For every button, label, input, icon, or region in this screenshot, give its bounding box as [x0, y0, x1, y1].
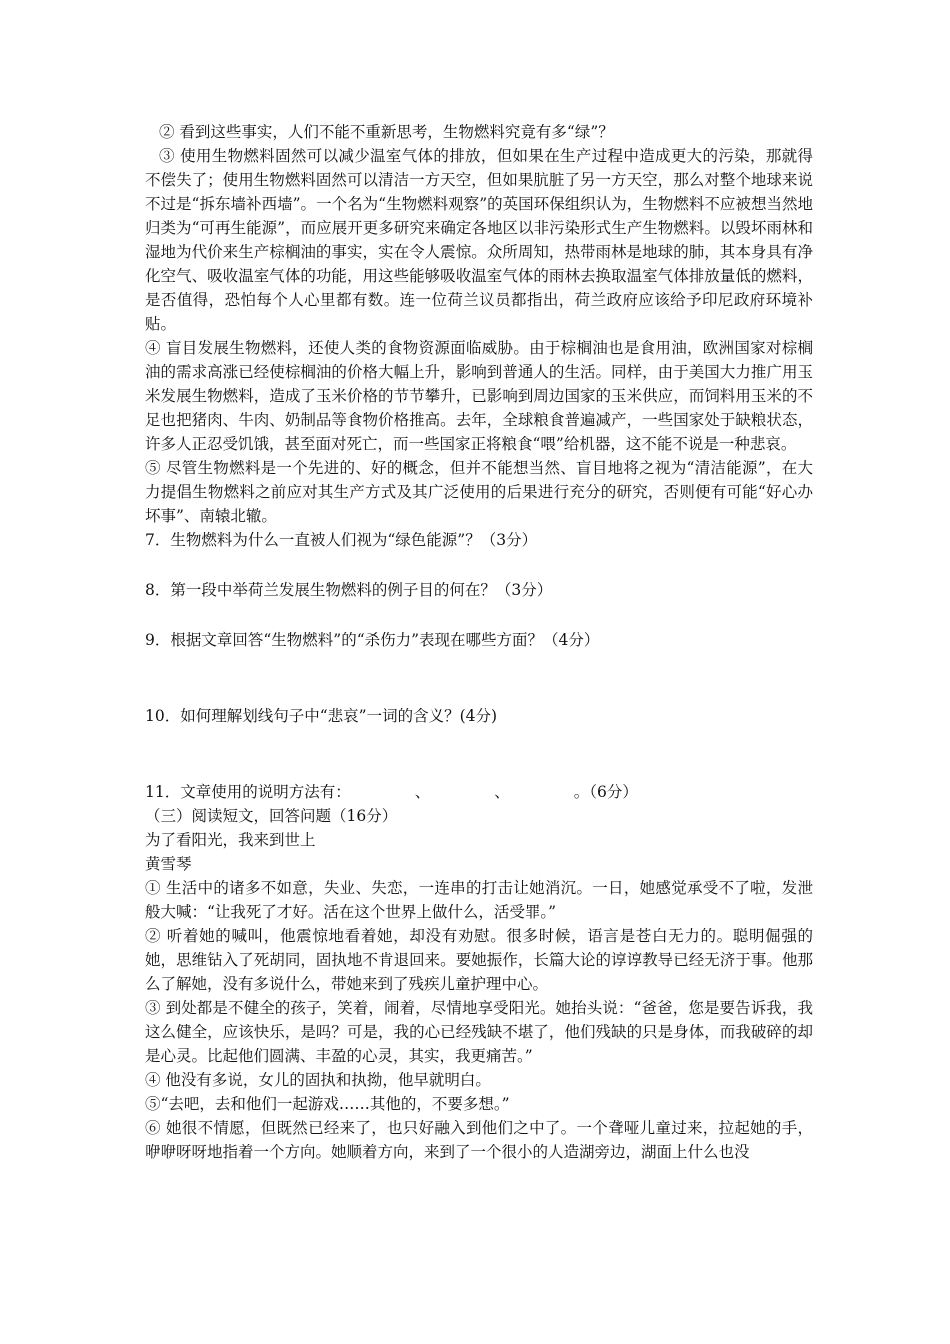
story-author: 黄雪琴	[145, 855, 192, 873]
question-8: 8．第一段中举荷兰发展生物燃料的例子目的何在？（3分）	[145, 581, 553, 599]
section-3-heading: （三）阅读短文，回答问题（16分）	[145, 807, 398, 825]
question-9: 9．根据文章回答“生物燃料”的“杀伤力”表现在哪些方面？（4分）	[145, 631, 600, 649]
passage-paragraph-2: ② 看到这些事实，人们不能不重新思考，生物燃料究竟有多“绿”？	[159, 123, 614, 141]
story-paragraph-1: ① 生活中的诸多不如意，失业、失恋，一连串的打击让她消沉。一日，她感觉承受不了啦，发泄般大喊：“让我死了才好。活在这个世界上做什么，活受罪。”	[145, 879, 813, 921]
question-11	[145, 780, 813, 804]
story-paragraph-2: ② 听着她的喊叫，他震惊地看着她，却没有劝慰。很多时候，语言是苍白无力的。聪明倔强的她，思维钻入了死胡同，固执地不肯退回来。要她振作，长篇大论的谆谆教导已经无济于事。他那么了解她，没有多说什么，带她来到了残疾儿童护理中心。	[145, 927, 813, 993]
story-paragraph-4: ④ 他没有多说，女儿的固执和执拗，他早就明白。	[145, 1071, 491, 1089]
story-paragraph-6: ⑥ 她很不情愿，但既然已经来了，也只好融入到他们之中了。一个聋哑儿童过来，拉起她的手，咿咿呀呀地指着一个方向。她顺着方向，来到了一个很小的人造湖旁边，湖面上什么也没	[145, 1119, 813, 1161]
question-11-separator-1: 、	[414, 783, 431, 801]
story-title: 为了看阳光，我来到世上	[145, 831, 316, 849]
story-paragraph-5: ⑤“去吧，去和他们一起游戏……其他的，不要多想。”	[145, 1095, 510, 1113]
passage-paragraph-5: ⑤ 尽管生物燃料是一个先进的、好的概念，但并不能想当然、盲目地将之视为“清洁能源”，在大力提倡生物燃料之前应对其生产方式及其广泛使用的后果进行充分的研究，否则便有可能“好心办坏事”、南辕北辙。	[145, 459, 813, 525]
question-11-prefix: 11．文章使用的说明方法有：	[145, 783, 351, 801]
question-10: 10．如何理解划线句子中“悲哀”一词的含义？(4分)	[145, 707, 498, 725]
document-page	[145, 120, 813, 1164]
story-paragraph-3: ③ 到处都是不健全的孩子，笑着，闹着，尽情地享受阳光。她抬头说：“爸爸，您是要告诉我，我这么健全，应该快乐，是吗？可是，我的心已经残缺不堪了，他们残缺的只是身体，而我破碎的却是心灵。比起他们圆满、丰盈的心灵，其实，我更痛苦。”	[145, 999, 813, 1065]
question-11-separator-2: 、	[494, 783, 510, 801]
question-7: 7．生物燃料为什么一直被人们视为“绿色能源”？（3分）	[145, 531, 538, 549]
question-11-suffix: 。（6分）	[573, 783, 638, 801]
passage-paragraph-4: ④ 盲目发展生物燃料，还使人类的食物资源面临威胁。由于棕榈油也是食用油，欧洲国家对棕榈油的需求高涨已经使棕榈油的价格大幅上升，影响到普通人的生活。同样，由于美国大力推广用玉米发展生物燃料，造成了玉米价格的节节攀升，已影响到周边国家的玉米供应，而饲料用玉米的不足也把猪肉、牛肉、奶制品等食物价格推高。去年，全球粮食普遍减产，一些国家处于缺粮状态，许多人正忍受饥饿，甚至面对死亡，而一些国家正将粮食“喂”给机器，这不能不说是一种悲哀。	[145, 339, 813, 453]
passage-paragraph-3: ③ 使用生物燃料固然可以减少温室气体的排放，但如果在生产过程中造成更大的污染，那就得不偿失了；使用生物燃料固然可以清洁一方天空，但如果肮脏了另一方天空，那么对整个地球来说不过是“拆东墙补西墙”。一个名为“生物燃料观察”的英国环保组织认为，生物燃料不应被想当然地归类为“可再生能源”，而应展开更多研究来确定各地区以非污染形式生产生物燃料。以毁坏雨林和湿地为代价来生产棕榈油的事实，实在令人震惊。众所周知，热带雨林是地球的肺，其本身具有净化空气、吸收温室气体的功能，用这些能够吸收温室气体的雨林去换取温室气体排放量低的燃料，是否值得，恐怕每个人心里都有数。连一位荷兰议员都指出，荷兰政府应该给予印尼政府环境补贴。	[145, 147, 813, 333]
